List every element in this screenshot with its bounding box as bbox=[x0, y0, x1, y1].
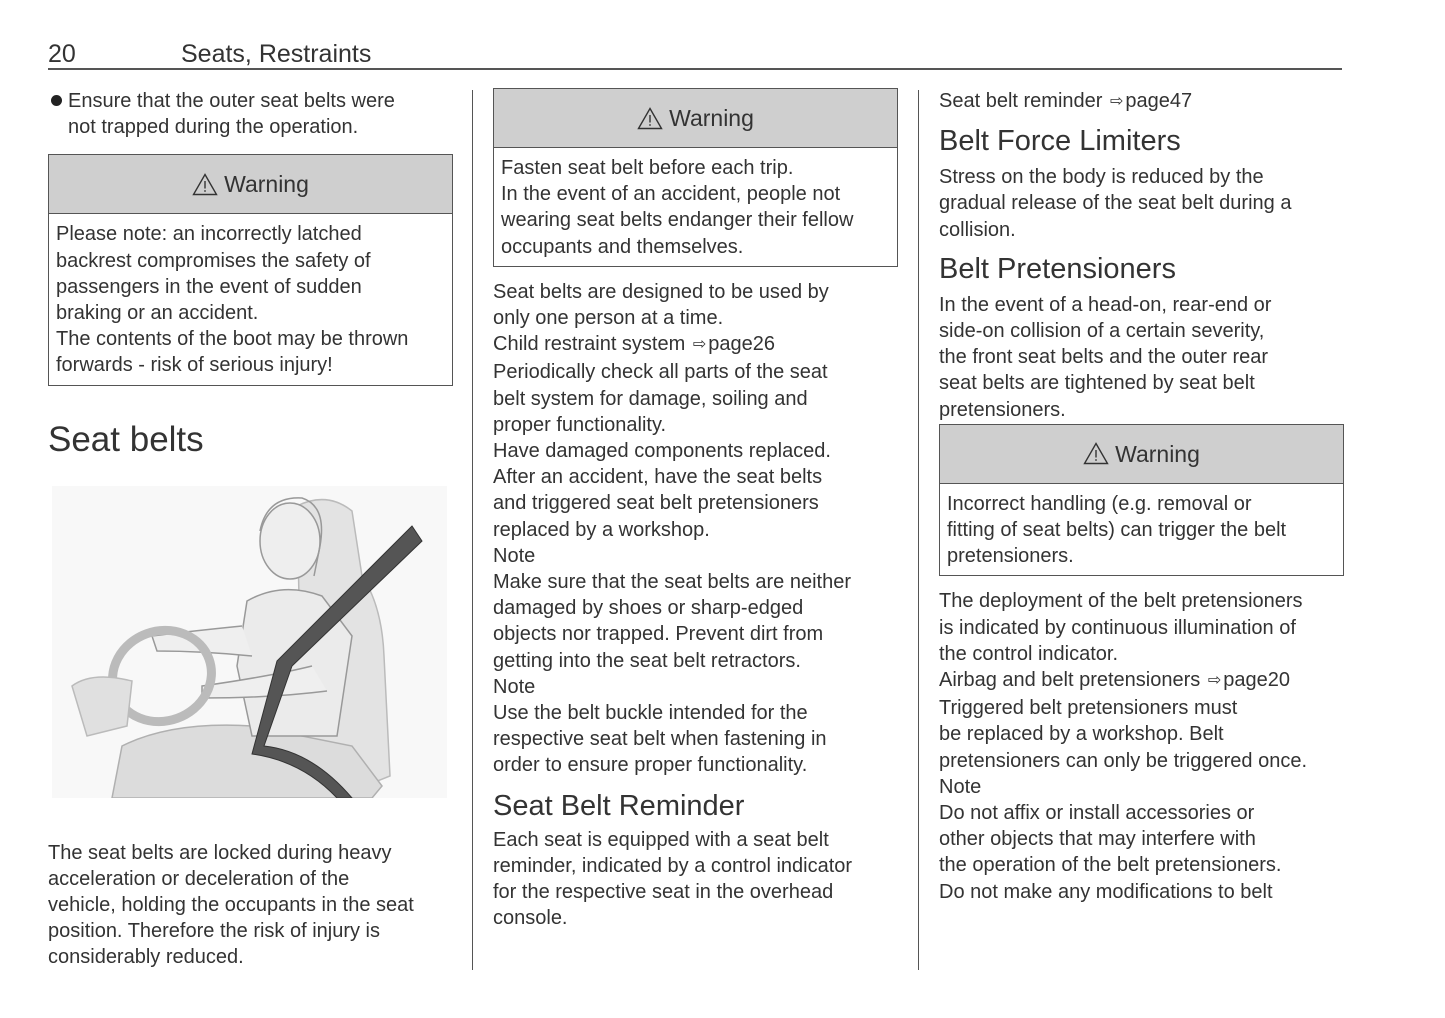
warning-body: Fasten seat belt before each trip. In the event of an accident, people not wearing seat belts endanger their fellow occupants and themselves. bbox=[501, 157, 854, 258]
warning-header: Warning bbox=[494, 89, 897, 148]
note-label: Note bbox=[493, 544, 536, 567]
arrow-right-icon: ⇨ bbox=[1207, 672, 1222, 690]
warning-triangle-icon bbox=[637, 107, 663, 130]
warning-body: Incorrect handling (e.g. removal or fitting of seat belts) can trigger the belt pretensioners. bbox=[947, 492, 1287, 568]
seat-belt-illustration bbox=[52, 486, 447, 798]
page-header bbox=[48, 38, 1342, 70]
bullet-icon bbox=[51, 95, 62, 106]
warning-box bbox=[48, 154, 453, 385]
cross-reference-link[interactable]: Child restraint system ⇨ page26 bbox=[493, 333, 775, 356]
driver-seatbelt-figure bbox=[52, 486, 447, 798]
note-label: Note bbox=[493, 675, 536, 698]
column-divider bbox=[918, 90, 919, 970]
reminder-text: Each seat is equipped with a seat belt reminder, indicated by a control indicator for the respective seat in the overhead console. bbox=[493, 828, 853, 930]
bullet-item: Ensure that the outer seat belts were not trapped during the operation. bbox=[48, 88, 453, 140]
page-number: 20 bbox=[48, 40, 76, 68]
column-1 bbox=[48, 88, 453, 971]
pretensioners-text: In the event of a head-on, rear-end or side-on collision of a certain severity, the front seat belts and the outer rear seat belts are tightened by seat belt pretensioners. bbox=[939, 293, 1272, 421]
warning-triangle-icon bbox=[192, 173, 218, 196]
seat-belts-description: The seat belts are locked during heavy acceleration or deceleration of the vehicle, holding the occupants in the seat position. Therefore the risk of injury is considerably reduced. bbox=[48, 841, 414, 969]
section-heading: Seat belts bbox=[48, 419, 204, 459]
warning-body: Please note: an incorrectly latched backrest compromises the safety of passengers in the event of sudden braking or an accident. The contents of the boot may be thrown forwards - risk of serious injury! bbox=[56, 223, 409, 377]
seat-belt-usage-text: Seat belts are designed to be used by only one person at a time. Child restraint system ⇨ page26 Periodically check all parts of the seat belt system for damage, soiling and proper functionality. Have damaged components replaced. After an accident, have the seat belts and triggered seat belt pretensioners replaced by a workshop. Note Make sure that the seat belts are neither damaged by shoes or sharp-edged objects nor trapped. Prevent dirt from getting into the seat belt retractors. Note Use the belt buckle intended for the respective seat belt when fastening in order to ensure proper functionality. bbox=[493, 279, 898, 779]
warning-box bbox=[939, 424, 1344, 577]
warning-triangle-icon bbox=[1083, 442, 1109, 465]
chapter-title: Seats, Restraints bbox=[181, 40, 372, 68]
arrow-right-icon: ⇨ bbox=[1109, 93, 1124, 110]
column-divider bbox=[472, 90, 473, 970]
arrow-right-icon: ⇨ bbox=[692, 336, 707, 354]
warning-header: Warning bbox=[940, 425, 1343, 484]
section-heading: Belt Force Limiters bbox=[939, 125, 1181, 158]
note-label: Note bbox=[939, 775, 982, 798]
section-heading: Belt Pretensioners bbox=[939, 252, 1176, 285]
section-heading: Seat Belt Reminder bbox=[493, 789, 745, 822]
warning-header: Warning bbox=[49, 155, 452, 214]
column-3 bbox=[939, 88, 1344, 905]
warning-box bbox=[493, 88, 898, 267]
column-2 bbox=[493, 88, 898, 931]
cross-reference-link[interactable]: Airbag and belt pretensioners ⇨ page20 bbox=[939, 669, 1290, 692]
cross-reference-link[interactable]: Seat belt reminder ⇨ page47 bbox=[939, 90, 1193, 112]
force-limiters-text: Stress on the body is reduced by the gradual release of the seat belt during a collision. bbox=[939, 166, 1292, 241]
deployment-text: The deployment of the belt pretensioners is indicated by continuous illumination of the control indicator. Airbag and belt pretensioners ⇨ page20 Triggered belt pretensioners must be replaced by a workshop. Belt pretensioners can only be triggered once. Note Do not affix or install accessories or other objects that may interfere with the operation of the belt pretensioners. Do not make any modifications to belt bbox=[939, 588, 1344, 904]
